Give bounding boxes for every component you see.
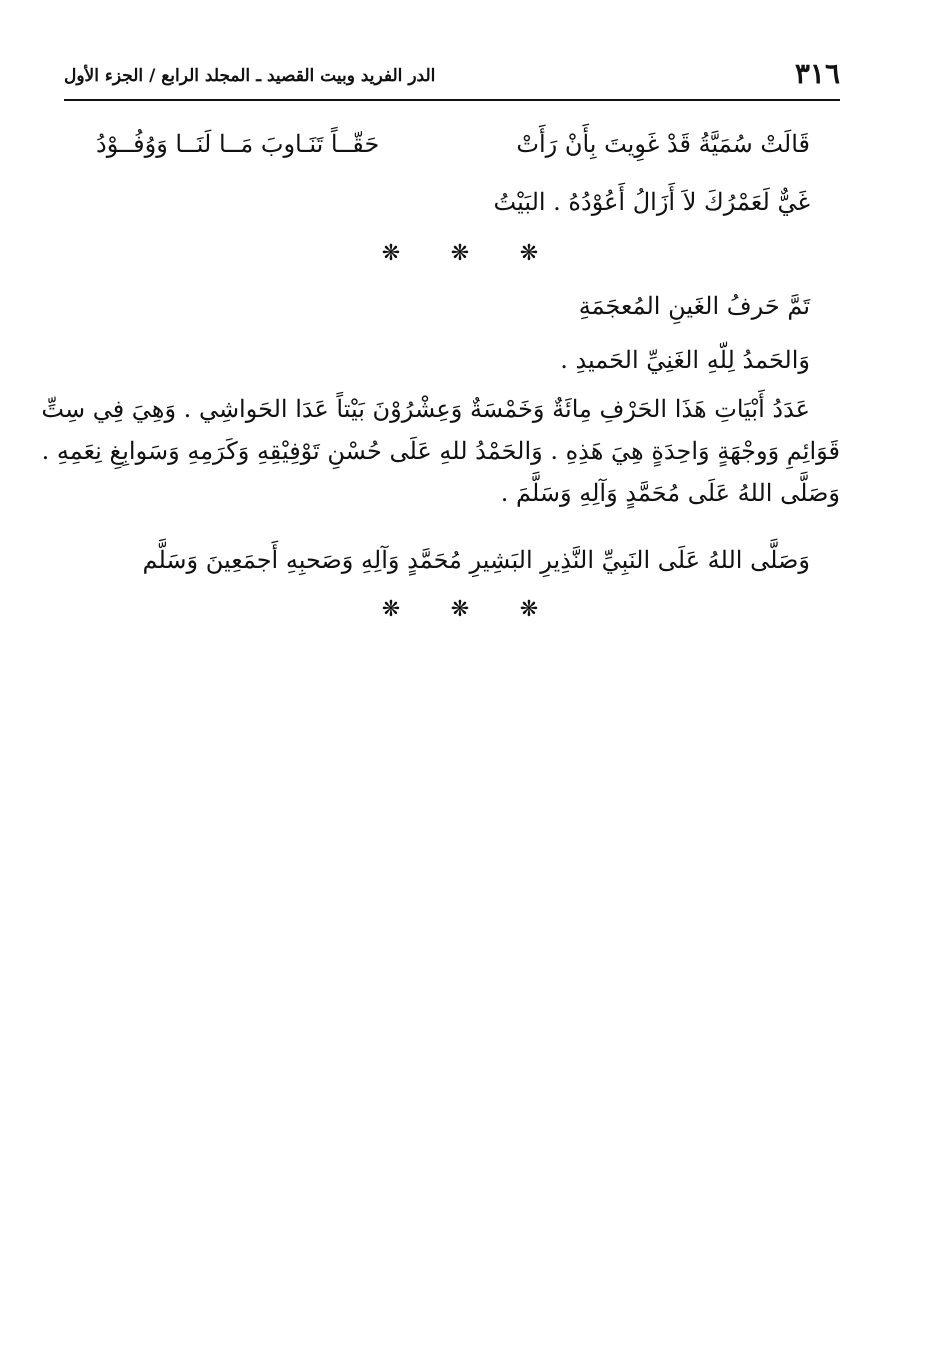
- verse-count-paragraph: [41, 388, 840, 514]
- chapter-end-line: تَمَّ حَرفُ الغَينِ المُعجَمَةِ: [578, 292, 810, 320]
- page-header: [64, 56, 840, 96]
- verse-continuation: غَيٌّ لَعَمْرُكَ لاَ أَزَالُ أَعُوْدُهُ . البَيْتُ: [493, 188, 810, 216]
- paragraph-line: وَصَلَّى اللهُ عَلَى مُحَمَّدٍ وَآلِهِ وَسَلَّمَ .: [500, 479, 840, 507]
- verse-second-hemistich: حَقّــاً تَنَـاوبَ مَــا لَنَــا وَوُفُــوْدُ: [96, 130, 380, 158]
- praise-line: وَالحَمدُ لِلّهِ الغَنِيِّ الحَميدِ .: [560, 346, 810, 374]
- separator-star: ❋: [381, 241, 401, 266]
- separator-star: ❋: [450, 241, 470, 266]
- page-number: ٣١٦: [794, 57, 840, 90]
- paragraph-line: قَوَائِمِ وَوجْهَةٍ وَاحِدَةٍ هِيَ هَذِهِ . وَالحَمْدُ للهِ عَلَى حُسْنِ تَوْفِيْقِهِ وَكَرَمِهِ وَسَوابِغِ نِعَمِهِ .: [41, 437, 840, 465]
- end-separator: [380, 596, 540, 624]
- separator-star: ❋: [381, 597, 401, 622]
- final-blessing: وَصَلَّى اللهُ عَلَى النَبِيِّ النَّذِيرِ البَشِيرِ مُحَمَّدٍ وَآلِهِ وَصَحبِهِ أَجمَعِينَ وَسَلَّم: [142, 546, 810, 574]
- header-rule: [64, 99, 840, 101]
- poem-verse: [96, 122, 810, 166]
- running-title: الدر الفريد وبيت القصيد ـ المجلد الرابع / الجزء الأول: [64, 66, 436, 86]
- paragraph-line: عَدَدُ أَبْيَاتِ هَذَا الحَرْفِ مِائَةٌ وَخَمْسَةٌ وَعِشْرُوْنَ بَيْتاً عَدَا الحَواشِي . وَهِيَ فِي سِتِّ: [41, 395, 810, 423]
- verse-first-hemistich: قَالَتْ سُمَيَّةُ قَدْ غَوِيتَ بِأَنْ رَأَتْ: [516, 130, 810, 158]
- separator-star: ❋: [519, 597, 539, 622]
- section-separator: [380, 240, 540, 268]
- separator-star: ❋: [519, 241, 539, 266]
- separator-star: ❋: [450, 597, 470, 622]
